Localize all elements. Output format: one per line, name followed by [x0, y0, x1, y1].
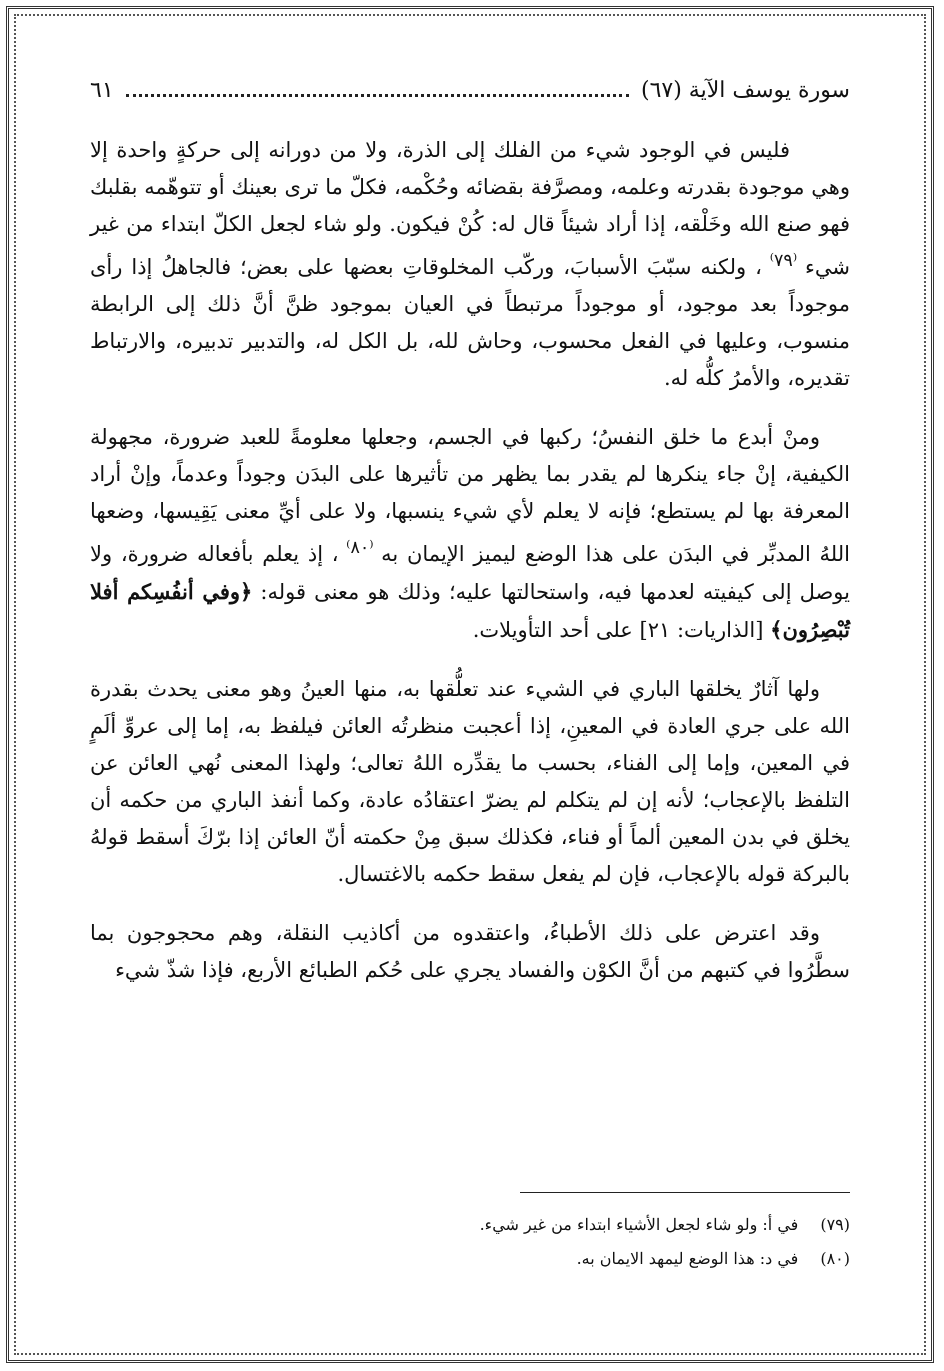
footnotes — [90, 1208, 850, 1276]
quran-verse: ﴿وفي أنفُسِكم أفلا تُبْصِرُون﴾ — [90, 579, 850, 642]
page-number: ٦١ — [90, 77, 114, 103]
text-run: ومنْ أبدع ما خلق النفسُ؛ ركبها في الجسم، وجعلها معلومةً للعبد ضرورة، مجهولة الكيفية، إنْ جاء ينكرها لم يقدر بما يظهر من تأثيرها على البدَن وجوداً وعدماً، وإنْ أراد المعرفة بها لم يستطع؛ فإنه لا يعلم لأي شيء ينسبها، ولا على أيِّ معنى يَقِيسها، وضعها اللهُ المدبِّر في البدَن على هذا الوضع ليميز الإيمان به — [90, 425, 850, 566]
footnote-number: (٨٠) — [820, 1249, 850, 1268]
footnote-ref-80[interactable]: ⁽٨٠⁾ — [338, 538, 382, 558]
text-run: وقد اعترض على ذلك الأطباءُ، واعتقدوه من أكاذيب النقلة، وهم محجوجون بما سطَّرُوا في كتبهم من أنَّ الكوْن والفساد يجري على حُكم الطبائع الأربع، فإذا شذّ شيء — [90, 921, 850, 982]
text-run: ، ولكنه سبّبَ الأسبابَ، وركّب المخلوقاتِ بعضها على بعض؛ فالجاهلُ إذا رأى موجوداً بعد موجود، أو موجوداً مرتبطاً في العيان بموجود ظنَّ أنَّ ذلك إلى الرابطة منسوب، وعليها في الفعل محسوب، وحاش لله، بل الكل له، والتدبير تدبيره، والارتباط تقديره، والأمرُ كلُّه له. — [90, 255, 850, 390]
running-header — [90, 70, 850, 110]
page — [90, 70, 850, 1330]
footnote-number: (٧٩) — [820, 1215, 850, 1234]
footnote-text: في أ: ولو شاء لجعل الأشياء ابتداء من غير شيء. — [479, 1215, 799, 1234]
paragraph-2 — [90, 419, 850, 649]
paragraph-1 — [90, 132, 850, 397]
header-title: سورة يوسف الآية (٦٧) — [640, 77, 850, 103]
header-dotted-leader — [126, 84, 629, 97]
text-run: ولها آثارٌ يخلقها الباري في الشيء عند تعلُّقها به، منها العينُ وهو معنى يحدث بقدرة الله على جري العادة في المعينِ، إذا أعجبت منظرتُه العائن فيلفظ به، إما إلى عروِّ ألَمٍ في المعين، وإما إلى الفناء، بحسب ما يقدِّره اللهُ تعالى؛ ولهذا المعنى نُهي العائن عن التلفظ بالإعجاب؛ لأنه إن لم يتكلم لم يضرّ اعتقادُه عادة، وكما أنفذ الباري من حكمه أن يخلق في بدن المعين ألماً أو فناء، فكذلك سبق مِنْ حكمته أنّ العائن إذا برّكَ أسقط قولهُ بالبركة قوله بالإعجاب، فإن لم يفعل سقط حكمه بالاغتسال. — [90, 677, 850, 886]
main-text — [90, 132, 850, 989]
paragraph-3 — [90, 671, 850, 893]
text-run: [الذاريات: ٢١] على أحد التأويلات. — [472, 618, 771, 642]
paragraph-4 — [90, 915, 850, 989]
text-run: ، إذ يعلم بأفعاله ضرورة، ولا يوصل إلى كيفيته لعدمها فيه، واستحالتها عليه؛ وذلك هو معنى قوله: — [90, 542, 851, 604]
footnote-separator — [520, 1192, 850, 1193]
footnote-80 — [90, 1242, 850, 1276]
footnote-text: في د: هذا الوضع ليمهد الايمان به. — [576, 1249, 799, 1268]
text-run: فليس في الوجود شيء من الفلك إلى الذرة، ولا من دورانه إلى حركةٍ واحدة إلا وهي موجودة بقدرته وعلمه، ومصرَّفة بقضائه وحُكْمه، فكلّ ما ترى بعينك أو تتوهّمه بقلبك فهو صنع الله وخَلْقه، إذا أراد شيئاً قال له: كُنْ فيكون. ولو شاء لجعل الكلّ ابتداء من غير شيء — [90, 138, 850, 279]
footnote-79 — [90, 1208, 850, 1242]
footnote-ref-79[interactable]: ⁽٧٩⁾ — [761, 251, 805, 271]
